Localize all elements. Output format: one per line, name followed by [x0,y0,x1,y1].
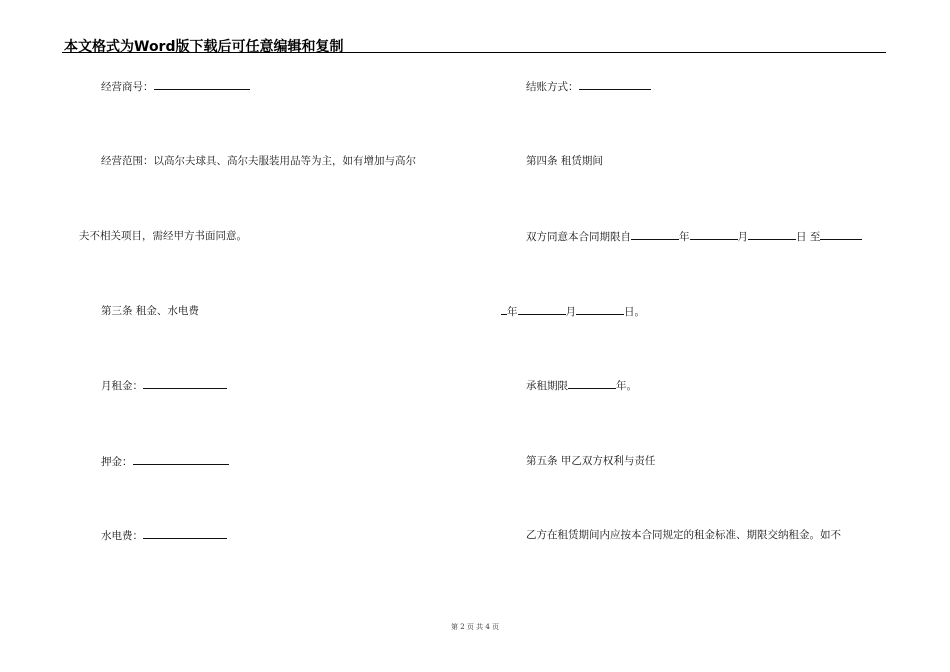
business-scope-line-2: 夫不相关项目，需经甲方书面同意。 [79,230,247,242]
deposit-line [101,454,229,469]
settlement-line [526,79,651,94]
monthly-rent-label: 月租金： [101,380,143,392]
end-month-blank [518,304,566,315]
header-divider [62,52,886,53]
settlement-label: 结账方式： [526,81,579,93]
deposit-blank [133,454,229,465]
monthly-rent-line [101,378,227,393]
article-4-heading: 第四条 租赁期间 [526,155,603,167]
business-name-label: 经营商号： [101,81,154,93]
end-year-blank-part-1 [820,229,862,240]
end-month-unit: 月 [565,306,576,318]
lease-period-blank [568,378,616,389]
lease-term-line-1 [526,229,862,244]
page-number-footer: 第 2 页 共 4 页 [450,623,500,631]
deposit-label: 押金： [101,456,133,468]
lease-period-label: 承租期限 [526,380,568,392]
business-name-line [101,79,250,94]
business-scope-line-1: 经营范围：以高尔夫球具、高尔夫服装用品等为主，如有增加与高尔 [101,155,416,167]
article-5-heading: 第五条 甲乙双方权利与责任 [526,455,656,467]
lease-term-line-2 [501,304,645,319]
business-name-blank [154,79,250,90]
start-year-blank [631,229,679,240]
utilities-blank [143,528,227,539]
lease-term-intro: 双方同意本合同期限自 [526,231,631,243]
article-5-text: 乙方在租赁期间内应按本合同规定的租金标准、期限交纳租金。如不 [526,529,841,541]
lease-period-unit: 年。 [616,380,637,392]
end-day-blank [576,304,624,315]
document-header-title: 本文格式为Word版下载后可任意编辑和复制 [64,39,344,55]
settlement-blank [579,79,651,90]
utilities-line [101,528,227,543]
start-year-unit: 年 [679,231,690,243]
monthly-rent-blank [143,378,227,389]
start-month-blank [690,229,738,240]
lease-period-line [526,378,637,393]
end-day-unit: 日。 [624,306,645,318]
start-day-blank [748,229,796,240]
end-year-unit: 年 [507,306,518,318]
start-month-unit: 月 [737,231,748,243]
utilities-label: 水电费： [101,530,143,542]
start-day-unit: 日 至 [796,231,821,243]
article-3-heading: 第三条 租金、水电费 [101,305,199,317]
